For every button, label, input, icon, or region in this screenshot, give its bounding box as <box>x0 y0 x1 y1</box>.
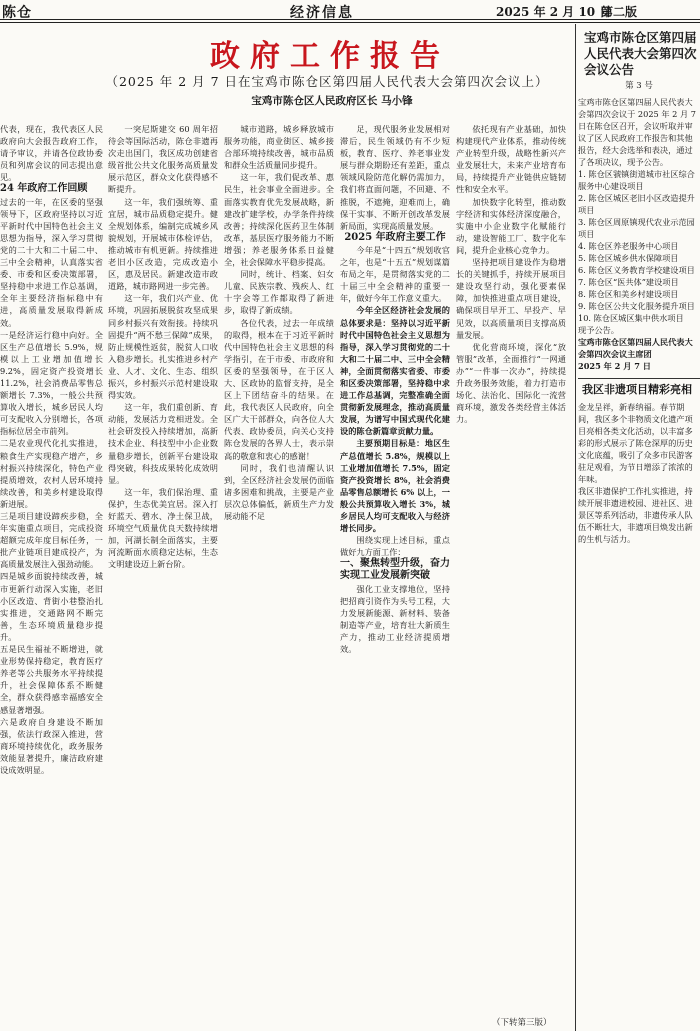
article-paragraph: 二是农业现代化扎实推进，粮食生产实现稳产增产，乡村振兴持续深化，特色产业提质增效，农村人居环境持续改善，和美乡村建设取得新进展。 <box>0 438 103 509</box>
article-paragraph: 足，现代服务业发展相对滞后，民生领域仍有不少短板，教育、医疗、养老事业发展与群众期盼还有差距，重点领域风险防范化解仍需加力，我们将直面问题，不回避、不推脱，不遮掩，迎难而上，确保干实事、不断开创改革发展新局面，实现高质量发展。 <box>340 124 450 231</box>
article-paragraph: 过去的一年，在区委的坚强领导下，区政府坚持以习近平新时代中国特色社会主义思想为指导，深入学习贯彻党的二十大和二十届二中、三中全会精神，认真落实省委、市委和区委决策部署，坚持稳中求进工作总基调，全年主要经济指标稳中有进，高质量发展取得新成效。 <box>0 196 103 328</box>
article-paragraph: 强化工业支撑地位，坚持把招商引资作为头号工程，大力发展新能源、新材料、装备制造等产业，培育壮大新质生产力，推动工业经济提质增效。 <box>340 583 450 655</box>
section-heading: 24 年政府工作回顾 <box>0 183 88 195</box>
news-title: 我区非遗项目精彩亮相 <box>582 383 692 396</box>
masthead-column-name: 经济信息 <box>290 5 354 21</box>
article-paragraph: 同时，我们也清醒认识到，全区经济社会发展仍面临诸多困难和挑战，主要是产业层次总体偏低，新质生产力发展动能不足 <box>224 462 334 521</box>
section-heading: 一、聚焦转型升级，奋力实现工业发展新突破 <box>340 558 450 582</box>
news-body <box>578 401 700 545</box>
sidebar-paragraph: 10. 陈仓区城区集中供水项目 <box>578 313 684 323</box>
masthead-page: 第二版 <box>601 5 638 19</box>
article-paragraph: 一突尼斯建交 60 周年招待会等国际活动，陈仓非遗再次走出国门，我区成功创建省级首批公共文化服务高质量发展示范区，群众文化获得感不断提升。 <box>108 124 218 195</box>
sidebar-paragraph: 4. 陈仓区养老服务中心项目 <box>578 241 679 251</box>
continued-note: （下转第三版） <box>492 1018 552 1028</box>
article-title: 政府工作报告 <box>210 39 450 74</box>
article-subtitle: （2025 年 2 月 7 日在宝鸡市陈仓区第四届人民代表大会第四次会议上） <box>105 74 549 89</box>
sidebar-divider <box>578 378 700 379</box>
announcement-number: 第 3 号 <box>625 81 653 91</box>
article-column-1 <box>0 123 103 1018</box>
article-paragraph: 五是民生福祉不断增进，就业形势保持稳定，教育医疗养老等公共服务水平持续提升，社会保障体系不断健全，群众获得感幸福感安全感显著增强。 <box>0 644 103 715</box>
announcement-title: 宝鸡市陈仓区第四届人民代表大会第四次会议公告 <box>584 30 697 77</box>
article-paragraph: 围绕实现上述目标，重点做好九方面工作： <box>340 535 450 558</box>
sidebar-paragraph: 8. 陈仓区和美乡村建设项目 <box>578 289 679 299</box>
article-paragraph: 这一年，我们兴产业、优环境，巩固拓展脱贫攻坚成果同乡村振兴有效衔接。持续巩固提升“两不愁三保障”成果，防止规模性返贫，脱贫人口收入稳步增长。扎实推进乡村产业、人才、文化、生态、组织振兴，乡村振兴示范村建设取得实效。 <box>108 293 218 401</box>
sidebar-paragraph: 宝鸡市陈仓区第四届人民代表大会第四次会议主席团 <box>578 337 693 359</box>
sidebar-paragraph: 宝鸡市陈仓区第四届人民代表大会第四次会议于 2025 年 2 月 7 日在陈仓区召开，会议听取并审议了区人民政府工作报告和其他报告，经大会选举和表决，通过了各项决议，现予公告。 <box>578 97 696 167</box>
article-column-4 <box>340 123 450 1018</box>
article-paragraph: 今年是“十四五”规划收官之年，也是“十五五”规划谋篇布局之年，是贯彻落实党的二十届三中全会精神的重要一年，做好今年工作意义重大。 <box>340 244 450 304</box>
article-author: 宝鸡市陈仓区人民政府区长 马小锋 <box>251 95 413 107</box>
masthead-rule-thin <box>0 22 700 23</box>
article-paragraph: 这一年，我们强统筹、重宜居，城市品质稳定提升。健全规划体系，编制完成城乡风貌规划，开展城市体检评估，推动城市有机更新。持续推进老旧小区改造，完成改造小区，惠及居民。新建改造市政道路，城市路网进一步完善。 <box>108 196 218 292</box>
sidebar-paragraph: 现予公告。 <box>578 325 619 335</box>
article-paragraph: 各位代表，过去一年成绩的取得，根本在于习近平新时代中国特色社会主义思想的科学指引，在于市委、市政府和区委的坚强领导，在于区人大、区政协的监督支持，是全区上下团结奋斗的结果。在此，我代表区人民政府，向全区广大干部群众，向各位人大代表、政协委员，向关心支持陈仓发展的各界人士，表示崇高的敬意和衷心的感谢！ <box>224 317 334 461</box>
sidebar-paragraph: 我区非遗保护工作扎实推进，持续开展非遗进校园、进社区、进景区等系列活动，非遗传承人队伍不断壮大，非遗项目焕发出新的生机与活力。 <box>578 486 693 544</box>
article-column-2 <box>108 123 218 1018</box>
article-paragraph: 今年全区经济社会发展的总体要求是：坚持以习近平新时代中国特色社会主义思想为指导，深入学习贯彻党的二十大和二十届二中、三中全会精神，全面贯彻落实省委、市委和区委决策部署，坚持稳中求进工作总基调，完整准确全面贯彻新发展理念，推动高质量发展，为谱写中国式现代化建设的陈仓新篇章贡献力量。 <box>340 305 450 437</box>
article-paragraph: 代表，现在，我代表区人民政府向大会报告政府工作，请予审议，并请各位政协委员和列席会议的同志提出意见。 <box>0 124 103 183</box>
article-column-5 <box>456 123 566 1018</box>
sidebar-paragraph: 3. 陈仓区周原镇现代农业示范园项目 <box>578 217 695 239</box>
masthead <box>0 0 700 22</box>
article-paragraph: 优化营商环境，深化“放管服”改革，全面推行“一网通办”“一件事一次办”，持续提升政务服务效能，着力打造市场化、法治化、国际化一流营商环境，激发各类经营主体活力。 <box>456 341 566 425</box>
masthead-section: 陈仓 <box>2 5 32 21</box>
article-paragraph: 主要预期目标是：地区生产总值增长 5.8%，规模以上工业增加值增长 7.5%，固定资产投资增长 8%，社会消费品零售总额增长 6% 以上，一般公共预算收入增长 3%，城乡居民人均可支配收入与经济增长同步。 <box>340 438 450 534</box>
section-heading: 2025 年政府主要工作 <box>344 231 446 243</box>
article-paragraph: 这一年，我们保治理、重保护，生态优美宜居。深入打好蓝天、碧水、净土保卫战，环境空气质量优良天数持续增加，河湖长制全面落实，主要河流断面水质稳定达标，生态文明建设迈上新台阶。 <box>108 486 218 570</box>
article-paragraph: 依托现有产业基础，加快构建现代产业体系，推动传统产业转型升级，战略性新兴产业发展壮大，未来产业培育布局，持续提升产业链供应链韧性和安全水平。 <box>456 124 566 195</box>
article-paragraph: 这一年，我们重创新、育动能，发展活力竞相迸发。全社会研发投入持续增加，高新技术企业、科技型中小企业数量稳步增长，创新平台建设取得突破，科技成果转化成效明显。 <box>108 402 218 485</box>
sidebar-paragraph: 5. 陈仓区城乡供水保障项目 <box>578 253 679 263</box>
article-paragraph: 这一年，我们促改革、惠民生，社会事业全面进步。全面落实教育优先发展战略，新建改扩建学校，办学条件持续改善；持续深化医药卫生体制改革，基层医疗服务能力不断增强；养老服务体系日益健全，社会保障水平稳步提高。 <box>224 172 334 268</box>
sidebar-paragraph: 6. 陈仓区义务教育学校建设项目 <box>578 265 695 275</box>
sidebar-paragraph: 2025 年 2 月 7 日 <box>578 361 651 371</box>
article-paragraph: 四是城乡面貌持续改善，城市更新行动深入实施，老旧小区改造、背街小巷整治扎实推进，交通路网不断完善，生态环境质量稳步提升。 <box>0 571 103 642</box>
article-paragraph: 一是经济运行稳中向好。全区生产总值增长 5.9%，规模以上工业增加值增长 9.2%，固定资产投资增长 11.2%，社会消费品零售总额增长 7.3%，一般公共预算收入增长，城乡居民人均可支配收入分别增长，各项指标位居全市前列。 <box>0 329 103 437</box>
masthead-date: 2025 年 2 月 10 日 <box>496 5 612 19</box>
sidebar-paragraph: 2. 陈仓区城区老旧小区改造提升项目 <box>578 193 695 215</box>
announcement-body <box>578 96 700 372</box>
column-divider <box>575 24 576 1031</box>
article-paragraph: 三是项目建设蹄疾步稳，全年实施重点项目，完成投资超额完成年度目标任务，一批产业链项目建成投产，为高质量发展注入强劲动能。 <box>0 511 103 570</box>
article-paragraph: 六是政府自身建设不断加强，依法行政深入推进，营商环境持续优化，政务服务效能显著提升，廉洁政府建设成效明显。 <box>0 716 103 775</box>
article-paragraph: 加快数字化转型，推动数字经济和实体经济深度融合，实施中小企业数字化赋能行动，建设智能工厂、数字化车间，提升企业核心竞争力。 <box>456 196 566 255</box>
sidebar-paragraph: 1. 陈仓区虢镇街道城市社区综合服务中心建设项目 <box>578 169 695 191</box>
article-paragraph: 同时，统计、档案、妇女儿童、民族宗教、残疾人、红十字会等工作都取得了新进步，取得了新成绩。 <box>224 269 334 316</box>
sidebar-paragraph: 9. 陈仓区公共文化服务提升项目 <box>578 301 695 311</box>
article-column-3 <box>224 123 334 1018</box>
sidebar-paragraph: 金龙呈祥，新春纳福。春节期间，我区多个非物质文化遗产项目亮相各类文化活动，以丰富多彩的形式展示了陈仓深厚的历史文化底蕴，吸引了众多市民游客驻足观看，为节日增添了浓浓的年味。 <box>578 402 693 484</box>
right-sidebar <box>578 26 700 1026</box>
masthead-rule <box>0 19 700 20</box>
sidebar-paragraph: 7. 陈仓区“医共体”建设项目 <box>578 277 679 287</box>
article-paragraph: 城市道路，城乡释放城市服务功能，商业街区、城乡接合部环境持续改善，城市品质和群众生活质量同步提升。 <box>224 124 334 171</box>
article-paragraph: 坚持把项目建设作为稳增长的关键抓手，持续开展项目建设攻坚行动，强化要素保障，加快推进重点项目建设，确保项目早开工、早投产、早见效，以高质量项目支撑高质量发展。 <box>456 257 566 340</box>
